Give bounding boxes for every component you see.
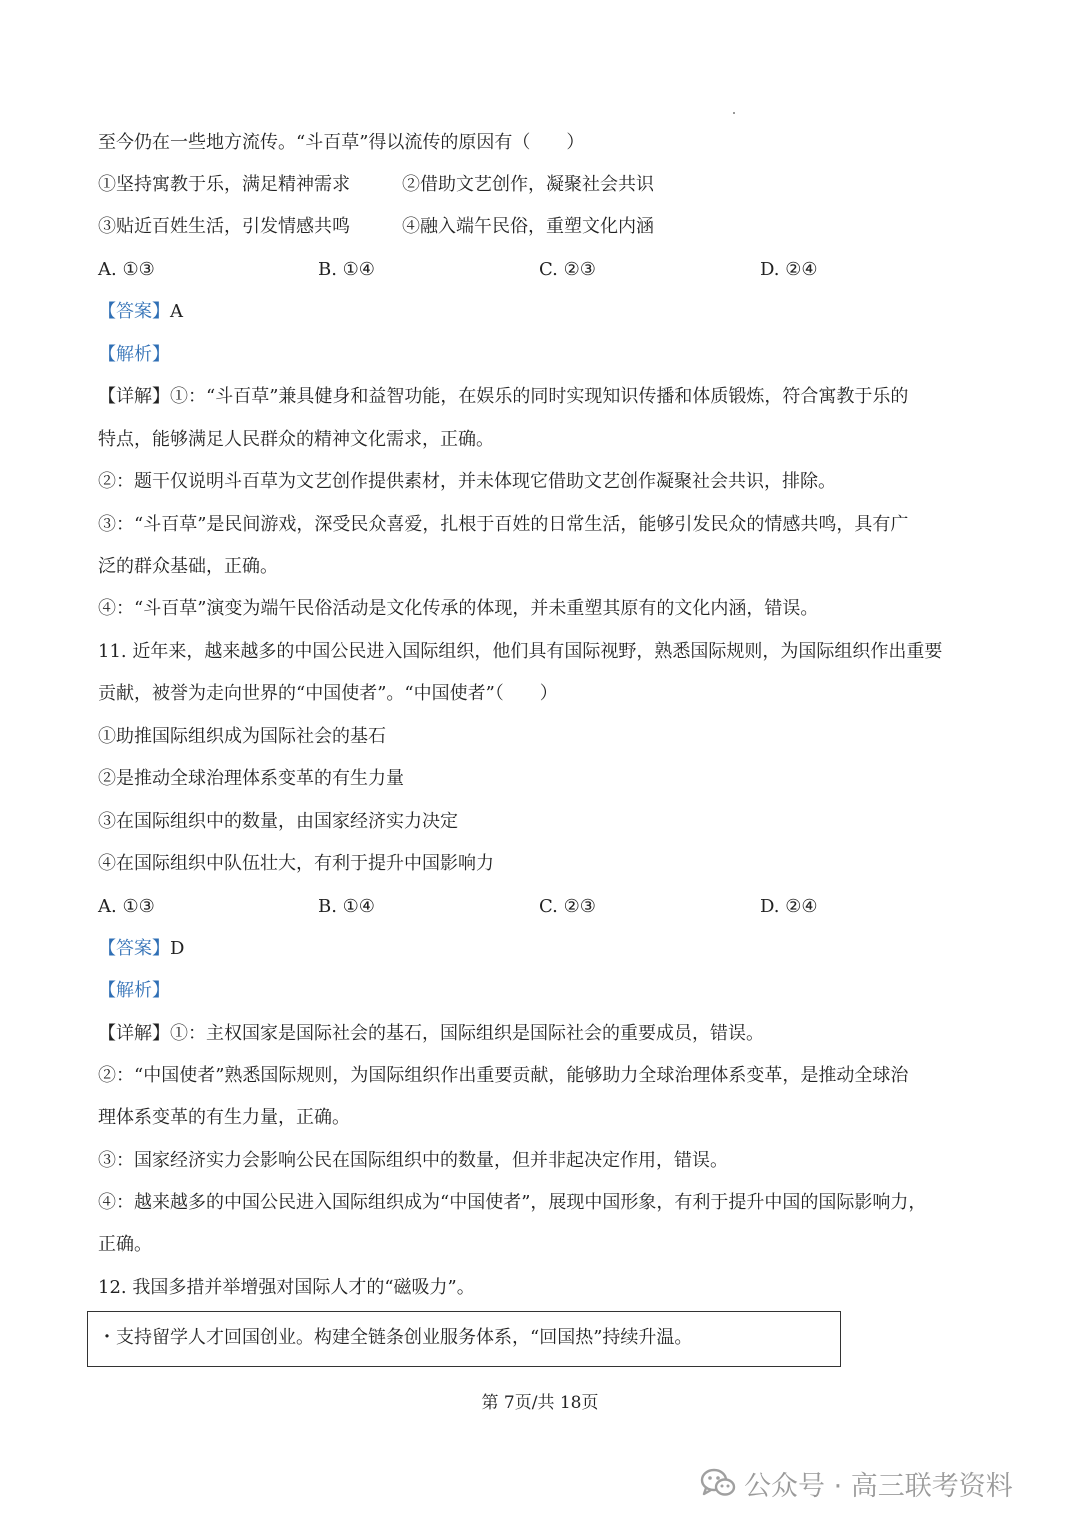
- q11-option-d: D. ②④: [760, 896, 818, 917]
- q11-answer: D: [170, 938, 185, 959]
- q11-stem-line-2: 贡献，被誉为走向世界的“中国使者”。“中国使者”（ ）: [98, 683, 558, 704]
- page-footer: 第 7页/共 18页: [481, 1393, 599, 1413]
- detail-tag: 【详解】: [98, 386, 170, 407]
- q11-option-b: B. ①④: [318, 896, 375, 917]
- answer-tag: 【答案】: [98, 301, 170, 322]
- q10-option-b: B. ①④: [318, 259, 375, 280]
- q12-stem: 12. 我国多措并举增强对国际人才的“磁吸力”。: [98, 1277, 475, 1298]
- q10-option-a: A. ①③: [98, 259, 155, 280]
- q12-box-text: ・支持留学人才回国创业。构建全链条创业服务体系，“回国热”持续升温。: [98, 1327, 693, 1348]
- q11-option-a: A. ①③: [98, 896, 155, 917]
- q11-answer-line: [98, 937, 184, 961]
- q11-detail-line-2: ②：“中国使者”熟悉国际规则，为国际组织作出重要贡献，能够助力全球治理体系变革，是推动全球治: [98, 1065, 909, 1086]
- q10-detail-line-2: 特点，能够满足人民群众的精神文化需求，正确。: [98, 429, 494, 450]
- q11-option-c: C. ②③: [539, 896, 596, 917]
- q10-detail-line-1: [98, 385, 908, 409]
- scan-speck: [733, 112, 735, 114]
- wechat-icon: [700, 1467, 736, 1499]
- q11-analysis-line: [98, 979, 170, 1003]
- q10-statement-4: ④融入端午民俗，重塑文化内涵: [402, 216, 654, 237]
- q12-material-box: [87, 1311, 841, 1367]
- q11-detail-line-1: [98, 1022, 764, 1046]
- q10-analysis-line: [98, 343, 170, 367]
- q11-detail-line-3: 理体系变革的有生力量，正确。: [98, 1107, 350, 1128]
- q11-statement-3: ③在国际组织中的数量，由国家经济实力决定: [98, 811, 458, 832]
- q10-detail-line-5: 泛的群众基础，正确。: [98, 556, 278, 577]
- q10-option-d: D. ②④: [760, 259, 818, 280]
- q10-detail-line-4: ③：“斗百草”是民间游戏，深受民众喜爱，扎根于百姓的日常生活，能够引发民众的情感共鸣，具有广: [98, 514, 909, 535]
- q10-detail-line-3: ②：题干仅说明斗百草为文艺创作提供素材，并未体现它借助文艺创作凝聚社会共识，排除。: [98, 471, 836, 492]
- q11-stem-line-1: 11. 近年来，越来越多的中国公民进入国际组织，他们具有国际视野，熟悉国际规则，为国际组织作出重要: [98, 641, 943, 662]
- q10-statement-3: ③贴近百姓生活，引发情感共鸣: [98, 216, 350, 237]
- answer-tag: 【答案】: [98, 938, 170, 959]
- q10-statement-2: ②借助文艺创作，凝聚社会共识: [402, 174, 654, 195]
- q11-statement-1: ①助推国际组织成为国际社会的基石: [98, 726, 386, 747]
- watermark-text: 公众号 · 高三联考资料: [744, 1470, 1013, 1502]
- q11-detail-line-5: ④：越来越多的中国公民进入国际组织成为“中国使者”，展现中国形象，有利于提升中国的国际影响力，: [98, 1192, 927, 1213]
- detail-text: ①：“斗百草”兼具健身和益智功能，在娱乐的同时实现知识传播和体质锻炼，符合寓教于乐的: [170, 386, 909, 407]
- analysis-tag: 【解析】: [98, 980, 170, 1001]
- q10-detail-line-6: ④：“斗百草”演变为端午民俗活动是文化传承的体现，并未重塑其原有的文化内涵，错误。: [98, 598, 819, 619]
- q10-answer-line: [98, 300, 183, 324]
- analysis-tag: 【解析】: [98, 344, 170, 365]
- detail-text: ①：主权国家是国际社会的基石，国际组织是国际社会的重要成员，错误。: [170, 1023, 764, 1044]
- q10-option-c: C. ②③: [539, 259, 596, 280]
- q10-stem-tail: 至今仍在一些地方流传。“斗百草”得以流传的原因有（ ）: [98, 132, 585, 153]
- detail-tag: 【详解】: [98, 1023, 170, 1044]
- q11-detail-line-4: ③：国家经济实力会影响公民在国际组织中的数量，但并非起决定作用，错误。: [98, 1150, 728, 1171]
- q11-statement-2: ②是推动全球治理体系变革的有生力量: [98, 768, 404, 789]
- q10-statement-1: ①坚持寓教于乐，满足精神需求: [98, 174, 350, 195]
- q11-detail-line-6: 正确。: [98, 1234, 152, 1255]
- watermark: [700, 1463, 1013, 1503]
- q10-answer: A: [170, 301, 183, 322]
- q11-statement-4: ④在国际组织中队伍壮大，有利于提升中国影响力: [98, 853, 494, 874]
